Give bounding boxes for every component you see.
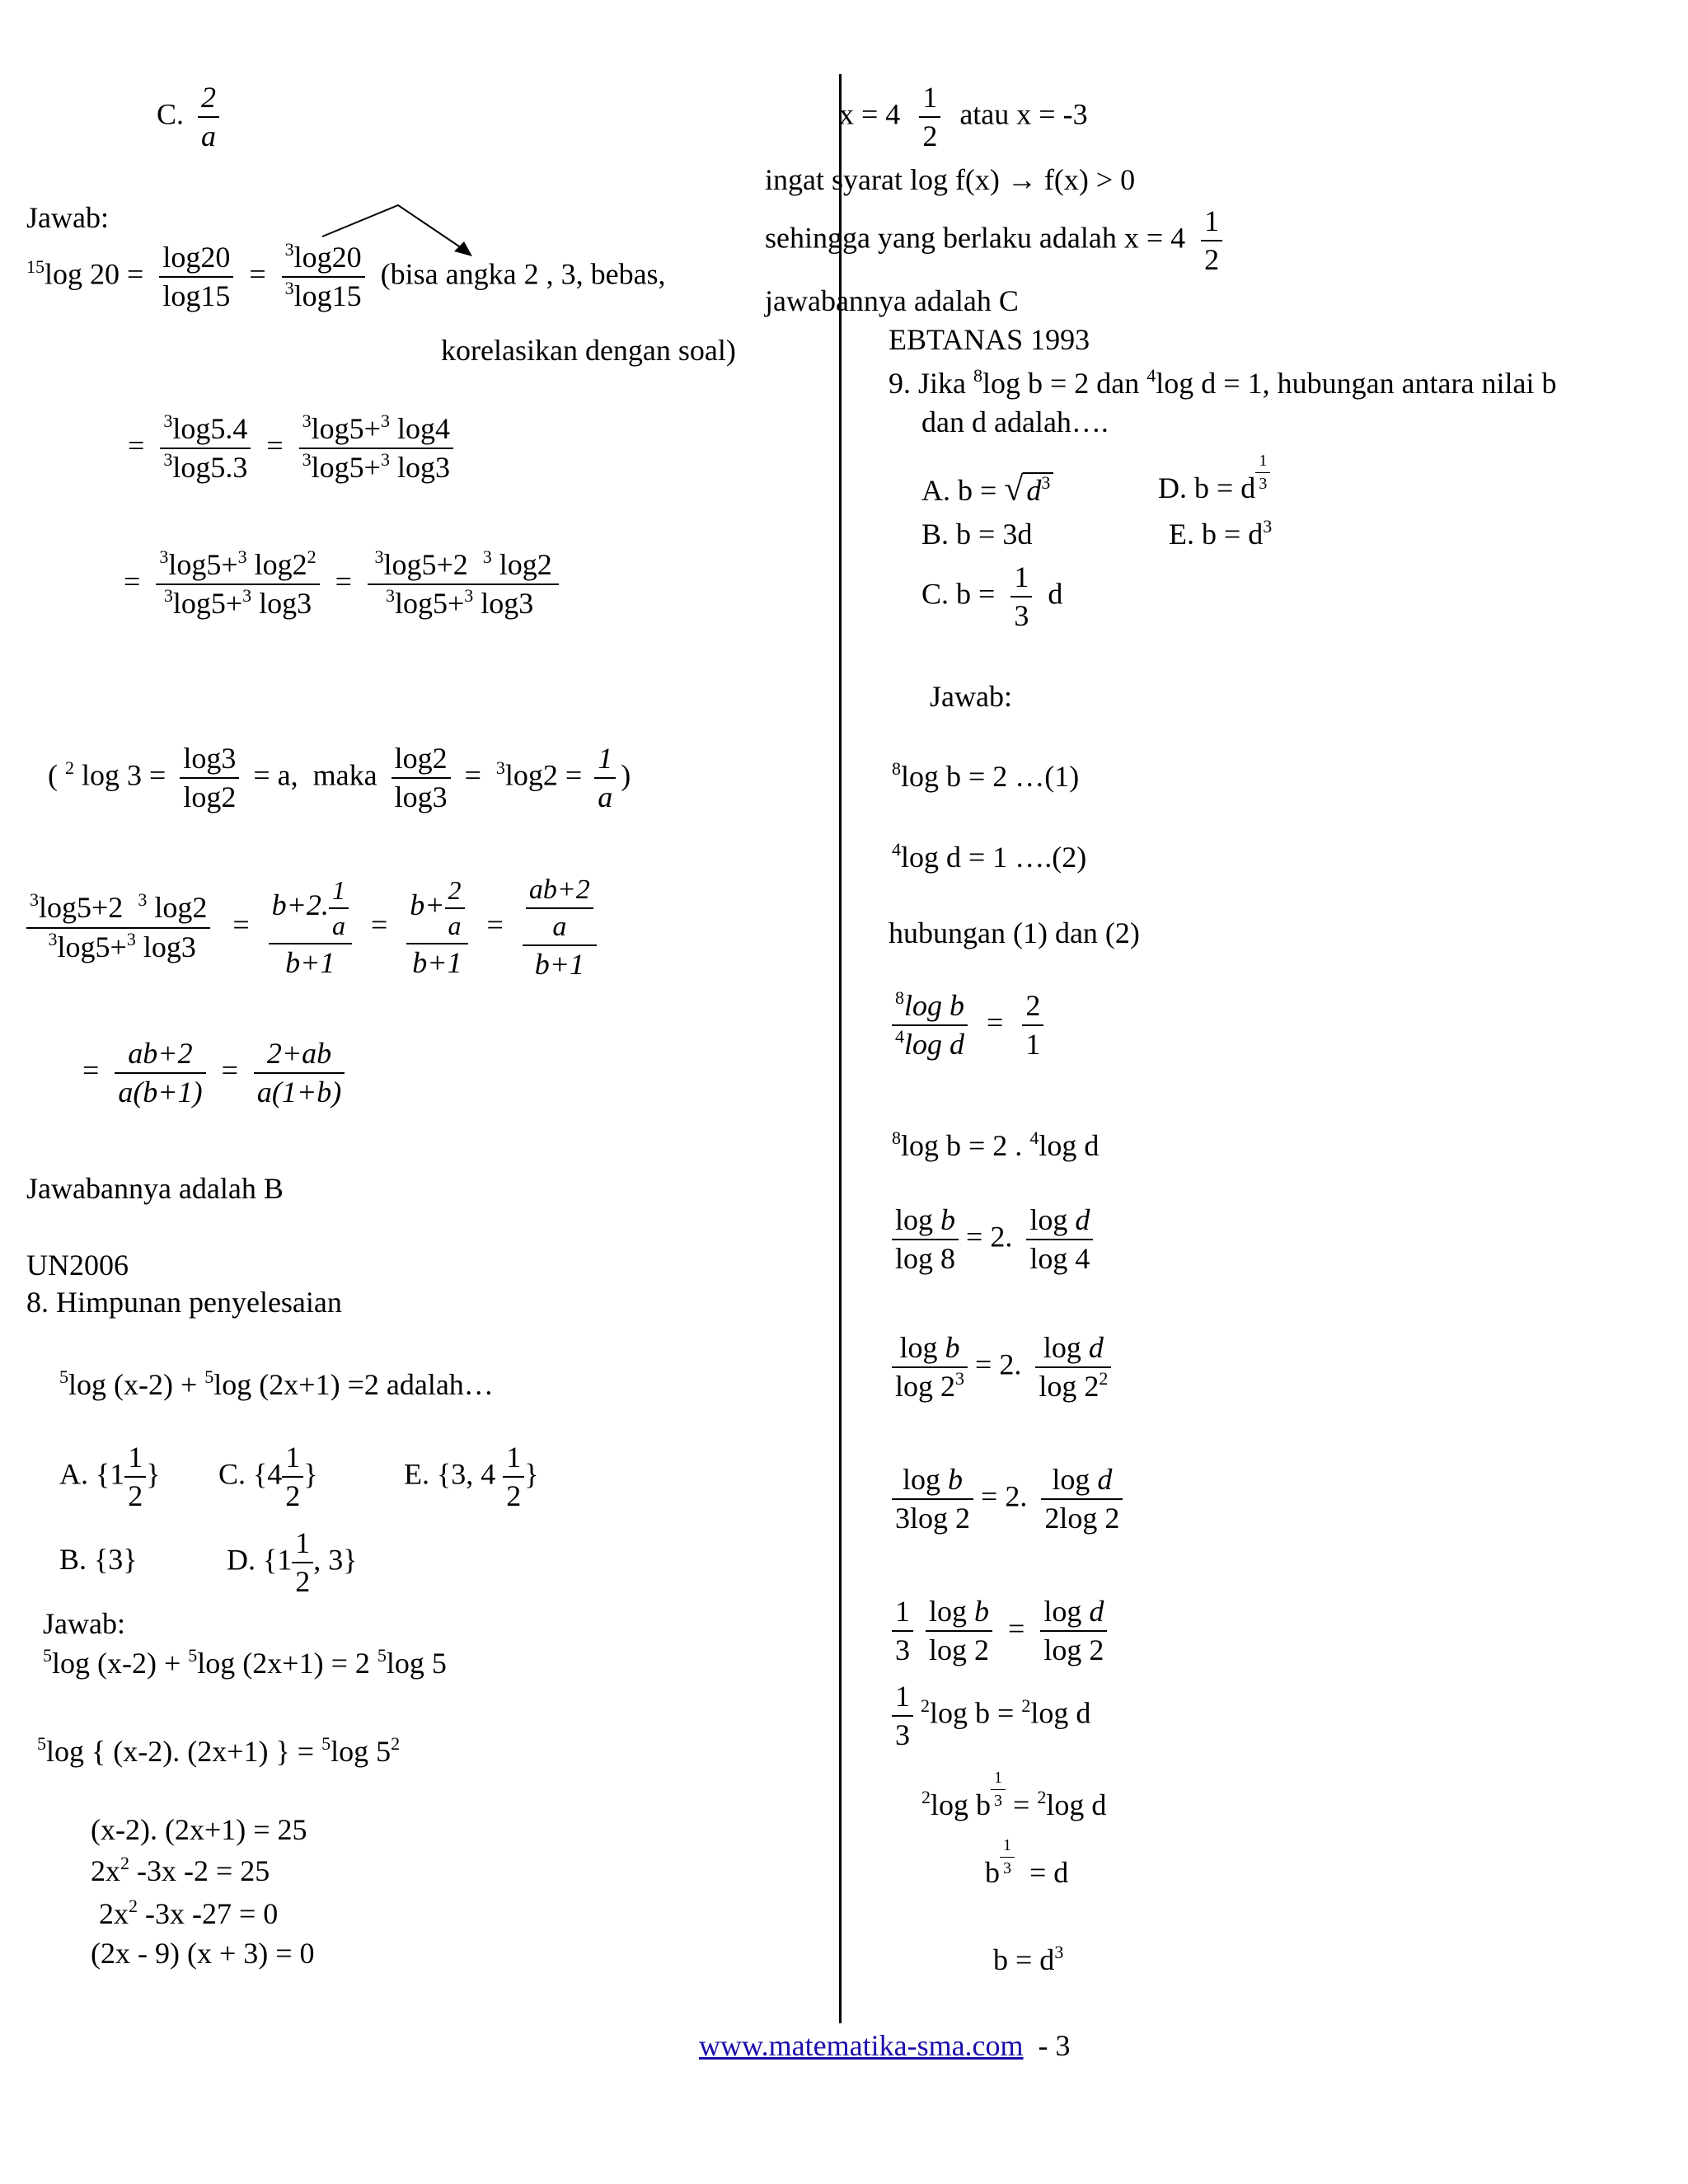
log-step-6: $\frac{1}{3}$ $^2$log b = $^2$log d <box>892 1680 1090 1753</box>
equation-2: $^4$log d = 1 ….(2) <box>892 839 1087 874</box>
x-solution-line: x = 4 $\frac{1}{2}$ atau x = -3 <box>839 81 1088 153</box>
question-8-option-d: D. {1 $\frac{1}{2}$ , 3} <box>227 1526 358 1599</box>
step-final-left: = $\frac{ab+2}{a(b+1)}$ = $\frac{2+ab}{a(1+b)}$ <box>82 1037 353 1110</box>
berlaku-line: sehingga yang berlaku adalah x = 4 $\frac{1}{2}$ <box>765 204 1222 278</box>
question-8-option-e: E. {3, 4 $\frac{1}{2}$ } <box>404 1441 539 1513</box>
solution-step-6: (2x - 9) (x + 3) = 0 <box>91 1937 315 1970</box>
solution-step-3: (x-2). (2x+1) = 25 <box>91 1813 307 1846</box>
jawab-label-3: Jawab: <box>930 680 1012 713</box>
question-9: 9. Jika $^8$log b = 2 dan $^4$log d = 1, hubungan antara nilai b <box>889 365 1557 400</box>
ratio-step-3: $\frac{\text{log b}}{\log 2^3}$ = 2. $\frac{\text{log d}}{\log 2^2}$ <box>892 1331 1111 1404</box>
equation-3: $^8$log b = 2 . $^4$log d <box>892 1127 1100 1162</box>
ebtanas-1993-label: EBTANAS 1993 <box>889 323 1090 356</box>
question-9-option-e: E. $b = d^3$ <box>1169 516 1273 551</box>
step-substitution: $\frac{^3\log 5+2 ^3 \log 2}{^3\log 5+^3 \log 3}$ = b+2. $\frac{1}{a}$ b+1 = b+ $\frac{2}{a}$ b+1 = $\frac{\frac{ab+2}{a}}{b+1}$ <box>26 874 608 982</box>
definition-a: ( $^2$ log 3 = $\frac{\log 3}{\log 2}$ = a, maka $\frac{\log 2}{\log 3}$ = $^3$log2 = $\frac{1}{a}$ ) <box>48 742 631 814</box>
jawab-label-2: Jawab: <box>43 1607 125 1640</box>
ratio-step-1: $\frac{^8\log b}{^4\log d}$ = $\frac{2}{1}$ <box>892 989 1043 1062</box>
page-number: - 3 <box>1038 2029 1071 2062</box>
question-9-cont: dan d adalah…. <box>921 405 1109 438</box>
answer-b: Jawabannya adalah B <box>26 1172 284 1205</box>
step-log2-squared: = $\frac{^3\log 5+^3 \log 2^2}{^3\log 5+^3 \log 3}$ = $\frac{^3\log 5+2 ^3 \log 2}{^3\log 5+^3 \log 3}$ <box>124 548 567 621</box>
equation-1: $^8$log b = 2 …(1) <box>892 758 1080 793</box>
question-9-option-c: C. b = $\frac{1}{3}$ d <box>921 560 1063 633</box>
note-continuation: korelasikan dengan soal) <box>441 334 736 367</box>
jawab-label: Jawab: <box>26 201 109 234</box>
log-step-7: $^2$log b $\frac{1}{3}$ = $^2$log d <box>921 1769 1107 1821</box>
power-step-8: b $\frac{1}{3}$ = d <box>985 1836 1069 1889</box>
option-c-two-over-a: C. $\frac{2}{a}$ <box>157 81 219 154</box>
solution-step-4: $2x^2$ -3x -2 = 25 <box>91 1853 270 1887</box>
column-divider <box>839 74 842 2023</box>
step-log5-4: = $\frac{^3\log 5.4}{^3\log 5.3}$ = $\frac{^3\log 5+^3 \log 4}{^3\log 5+^3 \log 3}$ <box>128 412 462 485</box>
question-8-options-row1: A. {1 $\frac{1}{2}$ } <box>59 1441 161 1513</box>
hubungan-label: hubungan (1) dan (2) <box>889 916 1140 949</box>
question-8-option-b: B. {3} <box>59 1543 138 1576</box>
question-8: 8. Himpunan penyelesaian <box>26 1286 342 1319</box>
answer-c: jawabannya adalah C <box>765 284 1019 317</box>
ratio-step-5: $\frac{1}{3}$ $\frac{\text{log b}}{\log 2}$ = $\frac{\text{log d}}{\log 2}$ <box>892 1595 1107 1668</box>
ratio-step-4: $\frac{\text{log b}}{3\log 2}$ = 2. $\frac{\text{log d}}{2\log 2}$ <box>892 1463 1123 1536</box>
ratio-step-2: $\frac{\text{log b}}{\log 8}$ = 2. $\frac{\text{log d}}{\log 4}$ <box>892 1203 1093 1277</box>
solution-step-2: $^5$log { (x-2). (2x+1) } = $^5$log $5^2$ <box>37 1733 401 1768</box>
question-8-expression: $^5$log (x-2) + $^5$log (2x+1) =2 adalah… <box>59 1366 494 1401</box>
un2006-label: UN2006 <box>26 1249 129 1282</box>
question-9-option-a: A. b = √ $d^3$ <box>921 470 1053 509</box>
question-9-option-b: B. b = 3d <box>921 518 1033 551</box>
solution-step-5: $2x^2$ -3x -27 = 0 <box>99 1896 279 1930</box>
log-20-base-15-line: $^{15}$log 20 = $\frac{\log 20}{\log 15}$ = $\frac{^3\log 20}{^3\log 15}$ (bisa angka 2 , 3, bebas, <box>26 239 666 313</box>
footer <box>699 2029 1071 2063</box>
solution-step-1: $^5$log (x-2) + $^5$log (2x+1) = 2 $^5$log 5 <box>43 1645 447 1680</box>
question-9-option-d: D. b = d $\frac{1}{3}$ <box>1158 470 1270 512</box>
website-link[interactable]: www.matematika-sma.com <box>699 2029 1024 2062</box>
final-result: $b = d^3$ <box>993 1942 1064 1976</box>
syarat-log-line: ingat syarat log f(x) → f(x) > 0 <box>765 163 1136 196</box>
question-8-option-c: C. {4 $\frac{1}{2}$ } <box>218 1441 318 1513</box>
